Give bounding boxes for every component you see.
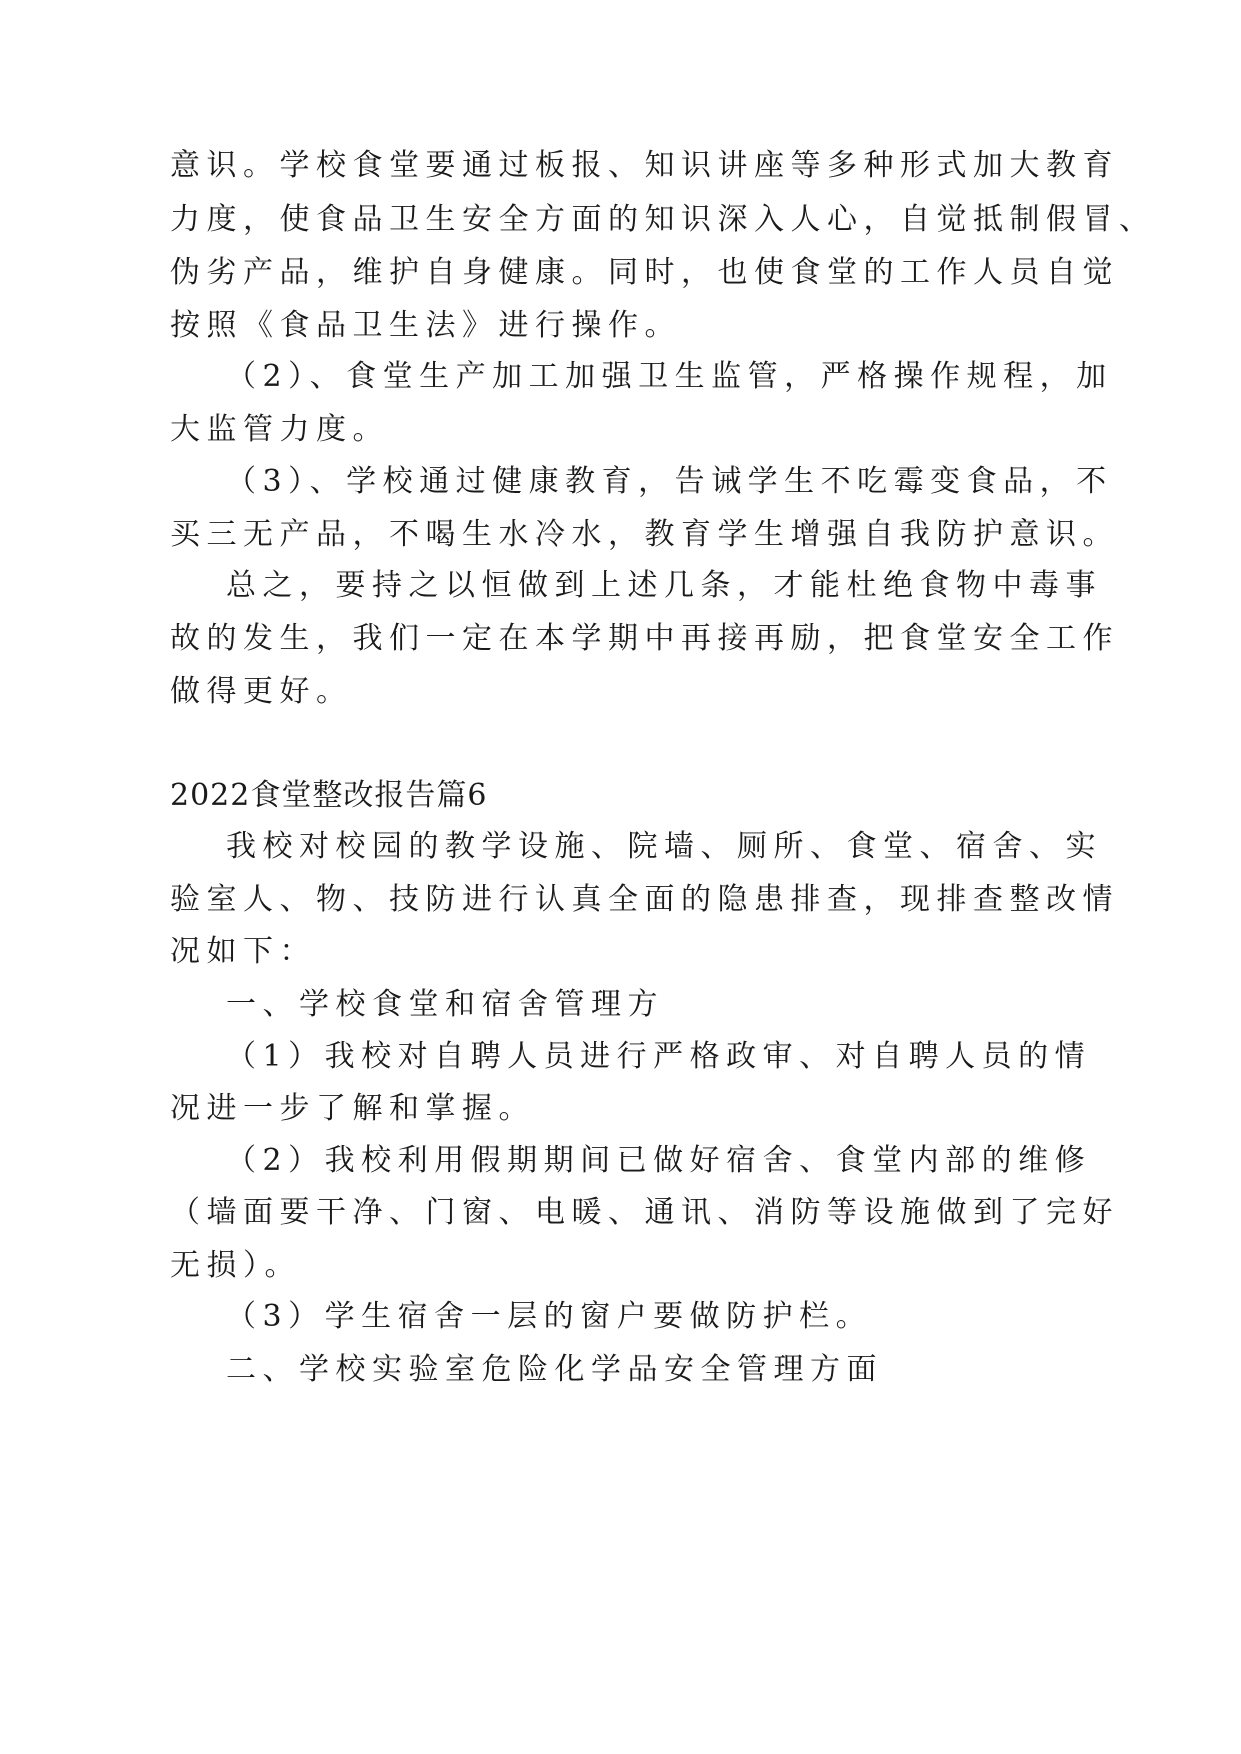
body-text-line: 意识。学校食堂要通过板报、知识讲座等多种形式加大教育 bbox=[170, 148, 1119, 183]
body-text-line: 二、学校实验室危险化学品安全管理方面 bbox=[226, 1352, 883, 1387]
body-text-line: 故的发生，我们一定在本学期中再接再励，把食堂安全工作 bbox=[170, 621, 1119, 656]
body-text-line: 况如下： bbox=[170, 934, 316, 969]
body-text-line: 做得更好。 bbox=[170, 674, 353, 709]
body-text-line: 按照《食品卫生法》进行操作。 bbox=[170, 308, 681, 343]
body-text-line: 况进一步了解和掌握。 bbox=[170, 1091, 535, 1126]
body-text-line: （墙面要干净、门窗、电暖、通讯、消防等设施做到了完好 bbox=[170, 1195, 1119, 1230]
body-text-line: 伪劣产品，维护自身健康。同时，也使食堂的工作人员自觉 bbox=[170, 255, 1119, 290]
body-text-line: 力度，使食品卫生安全方面的知识深入人心，自觉抵制假冒、 bbox=[170, 202, 1156, 237]
body-text-line: （2）我校利用假期期间已做好宿舍、食堂内部的维修 bbox=[226, 1143, 1092, 1178]
body-text-line: （1）我校对自聘人员进行严格政审、对自聘人员的情 bbox=[226, 1039, 1092, 1074]
body-text-line: 总之，要持之以恒做到上述几条，才能杜绝食物中毒事 bbox=[226, 568, 1102, 603]
body-text-line: 无损）。 bbox=[170, 1248, 301, 1283]
section-heading: 2022食堂整改报告篇6 bbox=[170, 778, 488, 813]
body-text-line: 买三无产品，不喝生水冷水，教育学生增强自我防护意识。 bbox=[170, 517, 1119, 552]
body-text-line: 一、学校食堂和宿舍管理方 bbox=[226, 987, 664, 1022]
body-text-line: （2）、食堂生产加工加强卫生监管，严格操作规程，加 bbox=[226, 359, 1113, 394]
body-text-line: 大监管力度。 bbox=[170, 412, 389, 447]
body-text-line: 我校对校园的教学设施、院墙、厕所、食堂、宿舍、实 bbox=[226, 829, 1102, 864]
body-text-line: （3）、学校通过健康教育，告诫学生不吃霉变食品，不 bbox=[226, 464, 1113, 499]
body-text-line: （3）学生宿舍一层的窗户要做防护栏。 bbox=[226, 1299, 873, 1334]
body-text-line: 验室人、物、技防进行认真全面的隐患排查，现排查整改情 bbox=[170, 882, 1119, 917]
